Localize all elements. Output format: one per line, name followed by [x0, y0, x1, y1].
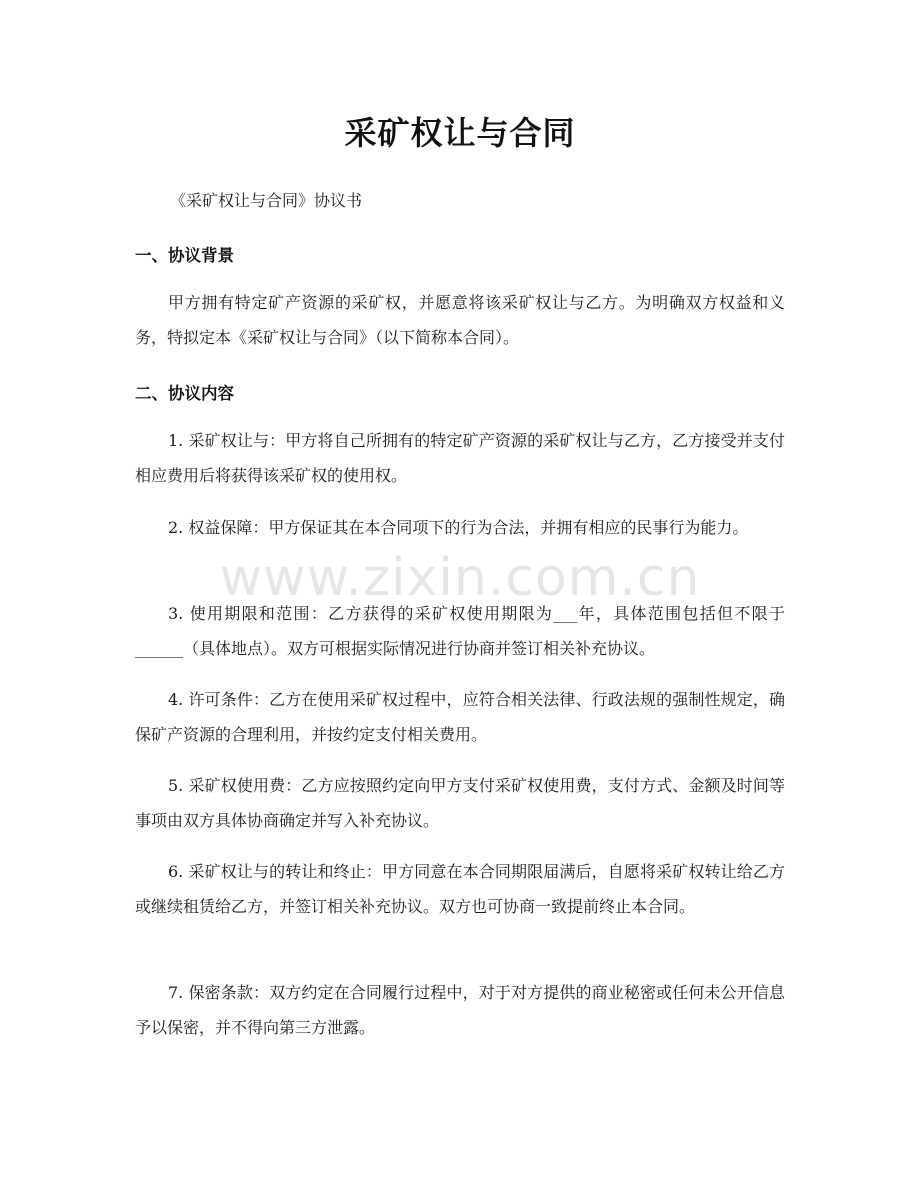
paragraph-background: 甲方拥有特定矿产资源的采矿权，并愿意将该采矿权让与乙方。为明确双方权益和义务，特拟定本《采矿权让与合同》（以下简称本合同）。 [135, 293, 785, 347]
section-heading-background: 一、协议背景 [135, 246, 234, 265]
clause-6: 6. 采矿权让与的转让和终止：甲方同意在本合同期限届满后，自愿将采矿权转让给乙方或继续租赁给乙方，并签订相关补充协议。双方也可协商一致提前终止本合同。 [135, 862, 785, 916]
clause-4: 4. 许可条件：乙方在使用采矿权过程中，应符合相关法律、行政法规的强制性规定，确保矿产资源的合理利用，并按约定支付相关费用。 [135, 690, 785, 744]
document-subtitle: 《采矿权让与合同》协议书 [170, 191, 363, 210]
document-title: 采矿权让与合同 [344, 114, 576, 152]
clause-3: 3. 使用期限和范围：乙方获得的采矿权使用期限为___年，具体范围包括但不限于______（具体地点）。双方可根据实际情况进行协商并签订相关补充协议。 [135, 604, 785, 658]
section-heading-content: 二、协议内容 [135, 384, 234, 403]
clause-7: 7. 保密条款：双方约定在合同履行过程中，对于对方提供的商业秘密或任何未公开信息予以保密，并不得向第三方泄露。 [135, 983, 785, 1037]
clause-1: 1. 采矿权让与：甲方将自己所拥有的特定矿产资源的采矿权让与乙方，乙方接受并支付相应费用后将获得该采矿权的使用权。 [135, 431, 785, 485]
watermark: www.zixin.com.cn [219, 548, 701, 608]
clause-2: 2. 权益保障：甲方保证其在本合同项下的行为合法，并拥有相应的民事行为能力。 [168, 518, 749, 537]
clause-5: 5. 采矿权使用费：乙方应按照约定向甲方支付采矿权使用费，支付方式、金额及时间等事项由双方具体协商确定并写入补充协议。 [135, 776, 785, 830]
